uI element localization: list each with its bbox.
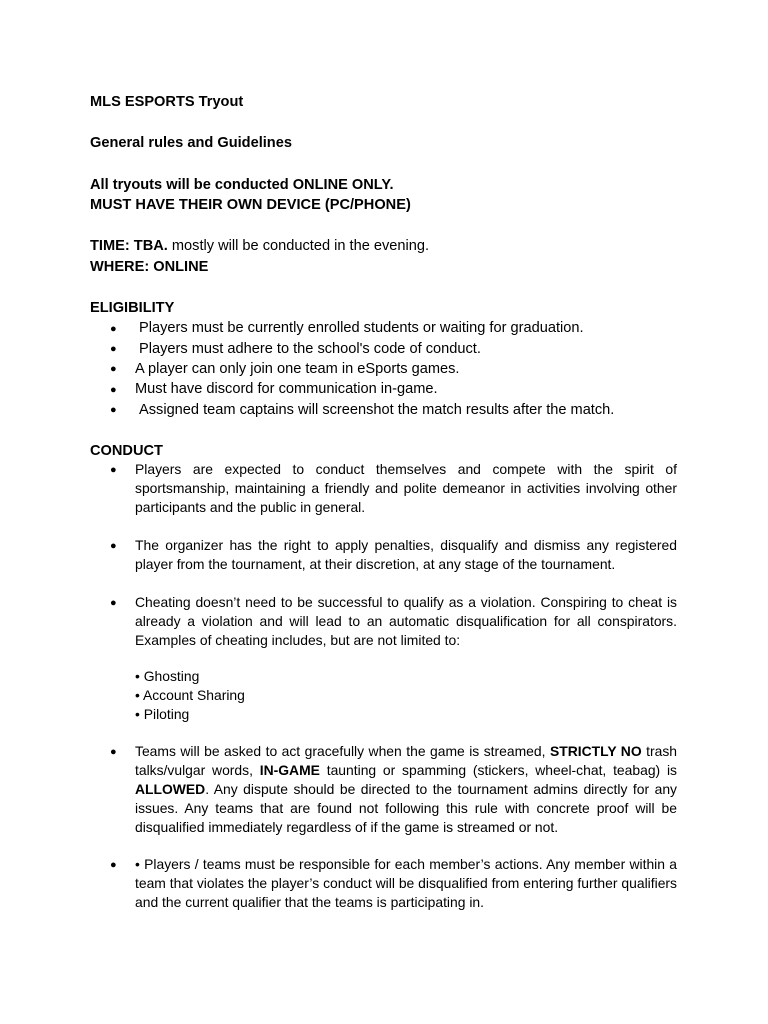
time-line [90,236,429,256]
document-subtitle: General rules and Guidelines [90,135,292,151]
where-line: WHERE: ONLINE [90,259,209,275]
paragraph-line: team that violates the player’s conduct will be disqualified from entering further qualifiers [135,875,677,891]
conduct-item-organizer-rights [135,536,677,574]
paragraph-line: player from the tournament, at their discretion, at any stage of the tournament. [135,556,616,572]
paragraph-line: The organizer has the right to apply penalties, disqualify and dismiss any registered [135,537,677,553]
online-only-line: All tryouts will be conducted ONLINE ONLY. [90,177,394,193]
allowed-emphasis: ALLOWED [135,781,206,797]
paragraph-line: Examples of cheating includes, but are not limited to: [135,632,461,648]
paragraph-line: issues. Any teams that are found not following this rule with concrete proof will be [135,800,677,816]
strictly-no-emphasis: STRICTLY NO [549,743,642,759]
eligibility-item: A player can only join one team in eSports games. [135,361,460,377]
bullet-icon: ● [110,323,117,335]
eligibility-item: Assigned team captains will screenshot the match results after the match. [139,402,615,418]
text-run: . Any dispute should be directed to the tournament admins directly for any [205,781,677,797]
paragraph-line: disqualified immediately regardless of if the game is streamed or not. [135,819,559,835]
bullet-icon: ● [110,343,117,355]
eligibility-item: Players must be currently enrolled students or waiting for graduation. [139,320,584,336]
paragraph-line: already a violation and will lead to an automatic disqualification for all conspirators. [135,613,677,629]
bullet-icon: ● [110,859,117,871]
eligibility-item: Must have discord for communication in-game. [135,381,438,397]
cheating-example-account-sharing: • Account Sharing [135,687,245,703]
bullet-icon: ● [110,746,117,758]
bullet-icon: ● [110,384,117,396]
paragraph-line: Cheating doesn’t need to be successful to qualify as a violation. Conspiring to cheat is [135,594,677,610]
own-device-line: MUST HAVE THEIR OWN DEVICE (PC/PHONE) [90,197,411,213]
text-run: talks/vulgar words, [135,762,253,778]
cheating-example-ghosting: • Ghosting [135,668,200,684]
eligibility-item: Players must adhere to the school's code of conduct. [139,341,481,357]
bullet-icon: ● [110,464,117,476]
paragraph-line: sportsmanship, maintaining a friendly and polite demeanor in activities involving other [135,480,677,496]
paragraph-line: Players are expected to conduct themselves and compete with the spirit of [135,461,677,477]
paragraph-line: • Players / teams must be responsible for each member’s actions. Any member within a [135,856,677,872]
eligibility-heading: ELIGIBILITY [90,300,175,316]
paragraph-line [135,761,677,780]
paragraph-line [135,742,677,761]
time-label: TIME: TBA. [90,238,168,254]
conduct-item-cheating [135,593,677,650]
conduct-item-responsibility [135,855,677,912]
paragraph-line: participants and the public in general. [135,499,366,515]
text-run: taunting or spamming (stickers, wheel-chat, teabag) is [326,762,677,778]
in-game-emphasis: IN-GAME [259,762,320,778]
cheating-example-piloting: • Piloting [135,706,190,722]
document-title: MLS ESPORTS Tryout [90,94,244,110]
text-run: trash [646,743,677,759]
text-run: Teams will be asked to act gracefully when the game is streamed, [135,743,546,759]
bullet-icon: ● [110,404,117,416]
conduct-item-streaming [135,742,677,837]
bullet-icon: ● [110,363,117,375]
paragraph-line: and the current qualifier that the teams is participating in. [135,894,485,910]
conduct-heading: CONDUCT [90,443,163,459]
bullet-icon: ● [110,597,117,609]
paragraph-line [135,780,677,799]
bullet-icon: ● [110,540,117,552]
conduct-item-sportsmanship [135,460,677,517]
time-text: mostly will be conducted in the evening. [167,238,430,254]
